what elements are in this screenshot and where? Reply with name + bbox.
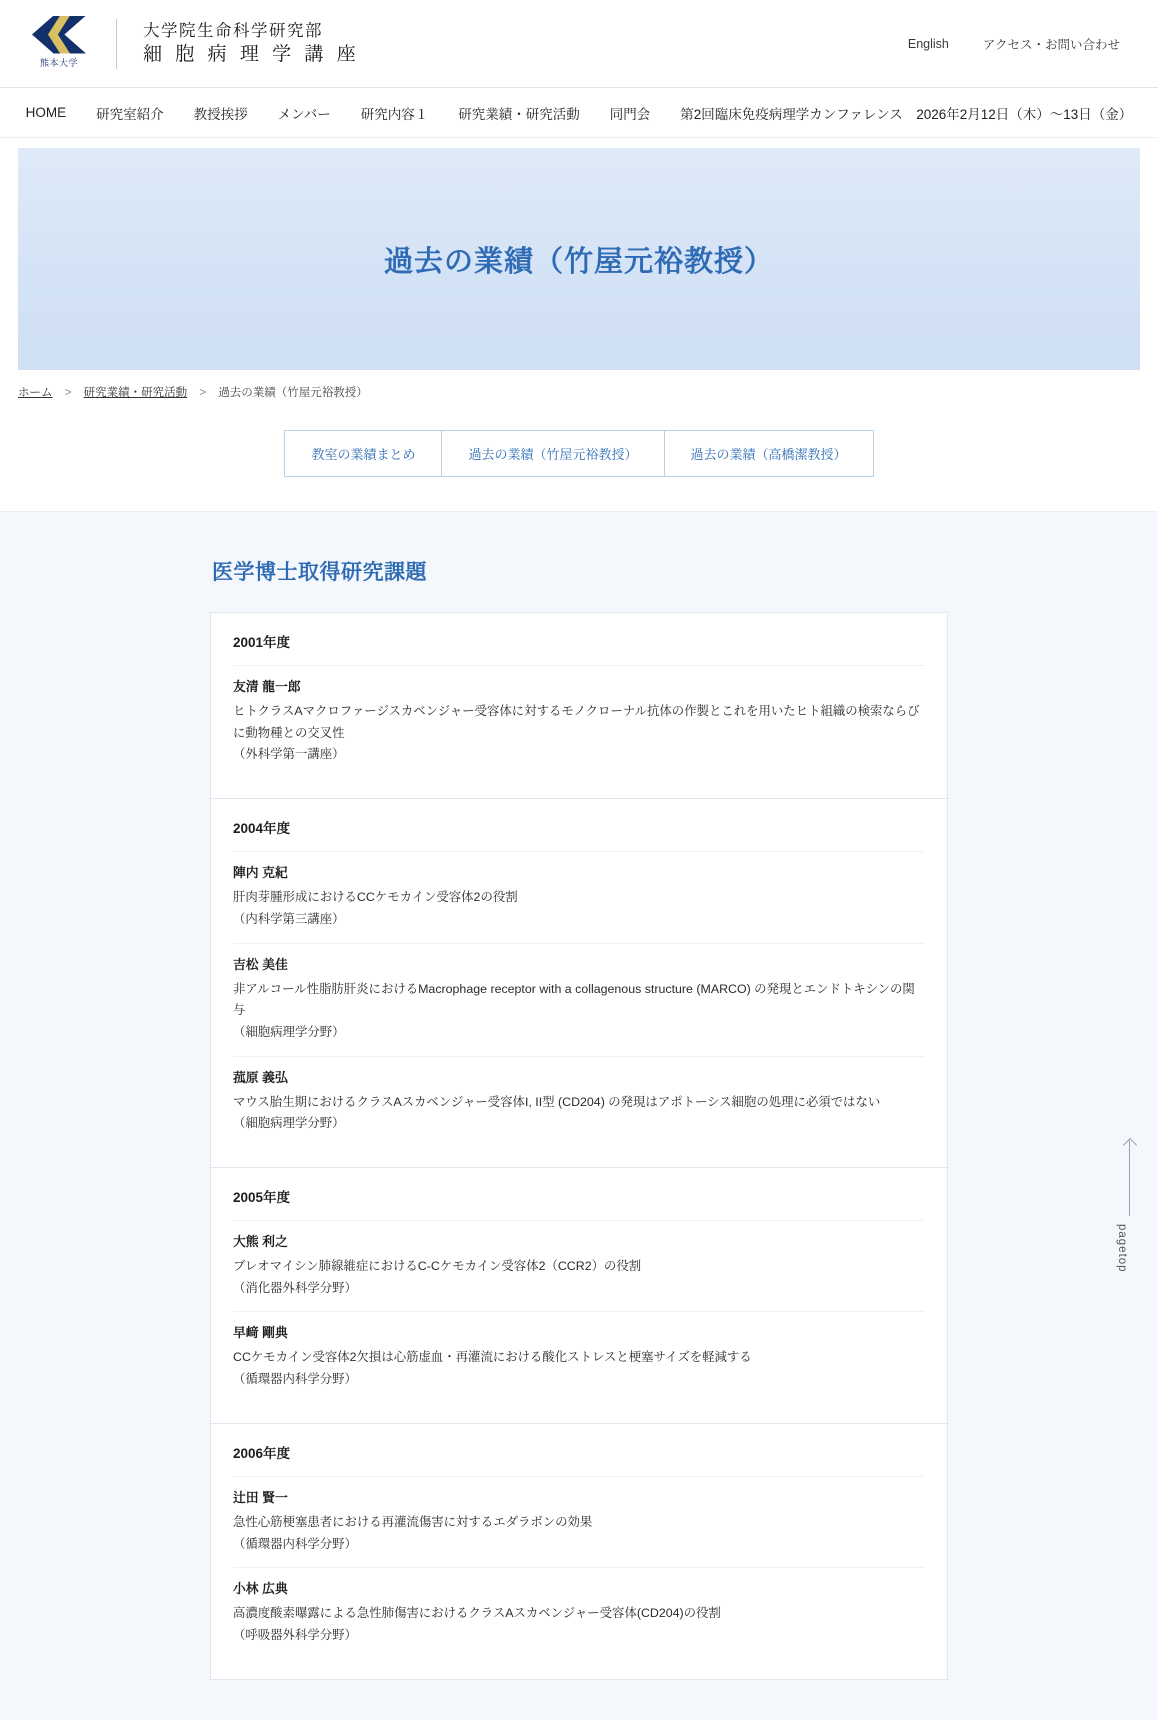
thesis-entry xyxy=(233,851,925,942)
entry-author: 大熊 利之 xyxy=(233,1234,288,1250)
year-label: 2004年度 xyxy=(233,821,291,837)
section-title: 医学博士取得研究課題 xyxy=(212,561,427,584)
thesis-entry xyxy=(233,1311,925,1402)
brand-line-department: 細 胞 病 理 学 講 座 xyxy=(143,43,360,65)
entry-department: （外科学第一講座） xyxy=(233,747,345,762)
kumamoto-university-logo-icon xyxy=(32,16,86,54)
entry-title: ヒトクラスAマクロファージスカベンジャー受容体に対するモノクローナル抗体の作製とこれを用いたヒト組織の検索ならびに動物種との交叉性 xyxy=(233,704,920,740)
breadcrumb-separator: > xyxy=(199,387,207,399)
year-label: 2001年度 xyxy=(233,635,291,650)
entry-title: CCケモカイン受容体2欠損は心筋虚血・再灌流における酸化ストレスと梗塞サイズを軽減する xyxy=(233,1350,752,1365)
thesis-entry xyxy=(233,1567,925,1658)
entry-department: （消化器外科学分野） xyxy=(233,1280,357,1295)
nav-item-professor-greeting[interactable]: 教授挨拶 xyxy=(193,106,248,122)
arrow-up-icon xyxy=(1129,1140,1130,1216)
pagetop-button[interactable] xyxy=(1116,1140,1142,1273)
thesis-entry xyxy=(233,1476,925,1567)
entry-department: （細胞病理学分野） xyxy=(233,1024,345,1039)
entry-author: 早﨑 剛典 xyxy=(233,1325,288,1341)
nav-item-research-1[interactable]: 研究内容１ xyxy=(360,106,429,122)
tab-bar-wrapper xyxy=(0,410,1158,511)
year-block xyxy=(211,799,947,1168)
nav-item-alumni[interactable]: 同門会 xyxy=(609,106,651,122)
breadcrumb xyxy=(0,370,1158,410)
entry-author: 友清 龍一郎 xyxy=(233,679,301,694)
thesis-entry xyxy=(233,943,925,1056)
entry-department: （循環器内科学分野） xyxy=(233,1536,357,1551)
entry-department: （細胞病理学分野） xyxy=(233,1116,345,1131)
entry-title: 非アルコール性脂肪肝炎におけるMacrophage receptor with a collagenous structure (MARCO) の発現とエンドトキシンの関与 xyxy=(233,981,915,1018)
nav-item-home[interactable]: HOME xyxy=(25,105,67,120)
page-title: 過去の業績（竹屋元裕教授） xyxy=(383,245,774,278)
breadcrumb-item-achievements[interactable]: 研究業績・研究活動 xyxy=(83,387,188,399)
year-label: 2005年度 xyxy=(233,1190,291,1206)
thesis-entry xyxy=(233,1220,925,1311)
entry-author: 辻田 賢一 xyxy=(233,1489,288,1505)
tab-lab-summary[interactable]: 教室の業績まとめ xyxy=(284,430,441,477)
breadcrumb-item-home[interactable]: ホーム xyxy=(18,387,53,399)
year-block xyxy=(211,1168,947,1424)
entry-author: 吉松 美佳 xyxy=(233,956,288,972)
main-navigation xyxy=(0,88,1158,138)
brand-text xyxy=(143,20,360,68)
year-block xyxy=(211,613,947,799)
brand-line-faculty: 大学院生命科学研究部 xyxy=(143,21,323,40)
nav-item-members[interactable]: メンバー xyxy=(277,106,331,122)
hero-banner xyxy=(18,148,1140,370)
entry-author: 菰原 義弘 xyxy=(233,1069,288,1085)
header-link-english[interactable]: English xyxy=(907,36,949,51)
content-inner xyxy=(210,556,948,1680)
university-logo xyxy=(28,16,90,72)
year-block xyxy=(211,1424,947,1679)
entry-title: 肝肉芽腫形成におけるCCケモカイン受容体2の役割 xyxy=(233,890,518,905)
nav-item-lab-intro[interactable]: 研究室紹介 xyxy=(96,106,164,122)
header-link-access-contact[interactable]: アクセス・お問い合わせ xyxy=(982,37,1120,52)
entry-author: 陣内 克紀 xyxy=(233,865,288,881)
year-label: 2006年度 xyxy=(233,1445,291,1461)
thesis-entry xyxy=(233,665,925,778)
header-utility-links xyxy=(908,35,1130,53)
entry-title: 急性心筋梗塞患者における再灌流傷害に対するエダラボンの効果 xyxy=(233,1514,593,1529)
logo-caption: 熊本大学 xyxy=(39,57,78,68)
site-brand[interactable] xyxy=(28,16,360,72)
content-section xyxy=(0,511,1158,1720)
site-header xyxy=(0,0,1158,88)
entry-title: マウス胎生期におけるクラスAスカベンジャー受容体I, II型 (CD204) の発現はアポトーシス細胞の処理に必須ではない xyxy=(233,1094,881,1109)
tab-bar xyxy=(284,430,873,477)
entry-title: 高濃度酸素曝露による急性肺傷害におけるクラスAスカベンジャー受容体(CD204)の役割 xyxy=(233,1606,721,1621)
entry-department: （呼吸器外科学分野） xyxy=(233,1627,357,1642)
tab-past-takeya[interactable]: 過去の業績（竹屋元裕教授） xyxy=(441,430,663,477)
tab-past-takahashi[interactable]: 過去の業績（高橋潔教授） xyxy=(664,430,874,477)
entry-author: 小林 広典 xyxy=(233,1581,288,1597)
entry-title: ブレオマイシン肺線維症におけるC-Cケモカイン受容体2（CCR2）の役割 xyxy=(233,1259,642,1274)
doctoral-thesis-panel xyxy=(210,612,948,1680)
entry-department: （循環器内科学分野） xyxy=(233,1372,357,1387)
pagetop-label: pagetop xyxy=(1116,1224,1128,1273)
nav-item-conference[interactable]: 第2回臨床免疫病理学カンファレンス 2026年2月12日（木）〜13日（金） xyxy=(680,106,1133,122)
entry-department: （内科学第三講座） xyxy=(233,911,345,926)
breadcrumb-separator: > xyxy=(64,387,72,399)
breadcrumb-item-current: 過去の業績（竹屋元裕教授） xyxy=(218,387,368,399)
thesis-entry xyxy=(233,1056,925,1147)
brand-divider xyxy=(116,19,117,69)
nav-item-research-achievements[interactable]: 研究業績・研究活動 xyxy=(458,106,580,122)
